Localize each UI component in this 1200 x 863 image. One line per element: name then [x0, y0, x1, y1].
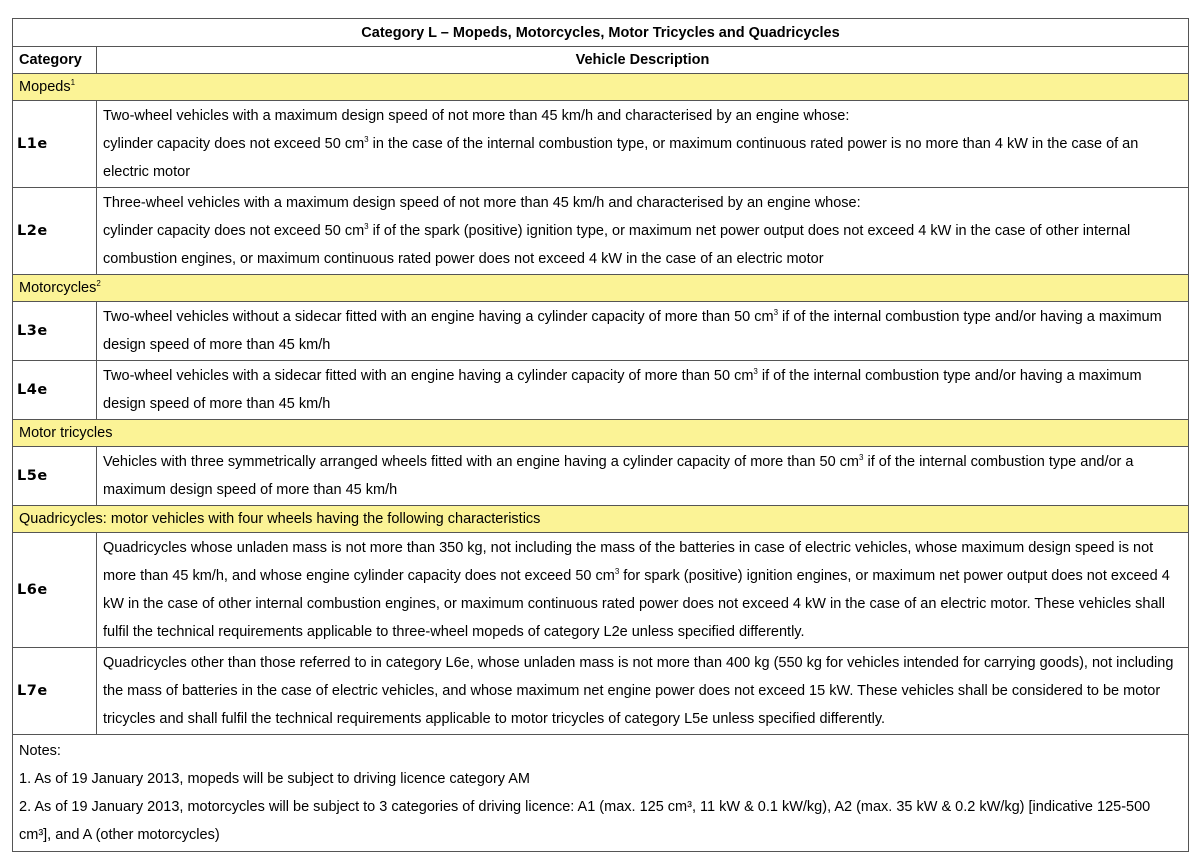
vehicle-description: [97, 188, 1189, 275]
description-line: Two-wheel vehicles with a maximum design speed of not more than 45 km/h and characterised by an engine whose:: [103, 108, 850, 124]
section-row-tricycles: [13, 420, 1189, 447]
category-code: L3e: [13, 302, 97, 361]
section-tricycles: Motor tricycles: [13, 420, 1189, 447]
description-text: if of the internal combustion type and/or having a maximum design speed of more than 45 km/h: [103, 309, 1162, 353]
note-1: 1. As of 19 January 2013, mopeds will be subject to driving licence category AM: [19, 771, 531, 787]
description-text: if of the spark (positive) ignition type, or maximum net power output does not exceed 4 kW in the case of other internal combustion engines, or maximum continuous rated power does not exceed 4 kW in the case of an electric motor: [103, 223, 1131, 267]
section-row-motorcycles: [13, 275, 1189, 302]
vehicle-description: [97, 447, 1189, 506]
category-code: L5e: [13, 447, 97, 506]
section-label: Motorcycles: [19, 280, 97, 296]
table-row-l1e: [13, 101, 1189, 188]
table-row-l6e: [13, 533, 1189, 648]
superscript: 3: [773, 308, 779, 317]
category-code: L6e: [13, 533, 97, 648]
table-row-l7e: [13, 648, 1189, 735]
table-title: Category L – Mopeds, Motorcycles, Motor Tricycles and Quadricycles: [13, 19, 1189, 47]
vehicle-description: [97, 361, 1189, 420]
header-row: [13, 47, 1189, 74]
section-mopeds: [13, 74, 1189, 101]
vehicle-description: [97, 533, 1189, 648]
footnote-marker: 1: [70, 78, 76, 87]
vehicle-description: [97, 101, 1189, 188]
superscript: 3: [614, 567, 620, 576]
category-code: L4e: [13, 361, 97, 420]
description-text: cylinder capacity does not exceed 50 cm: [103, 223, 365, 239]
table-row-l2e: [13, 188, 1189, 275]
category-l-table: [12, 18, 1189, 852]
description-line: [103, 217, 1182, 273]
description-text: Two-wheel vehicles with a sidecar fitted with an engine having a cylinder capacity of more than 50 cm: [103, 368, 754, 384]
category-code: L1e: [13, 101, 97, 188]
notes-heading: Notes:: [19, 743, 61, 759]
description-line: Three-wheel vehicles with a maximum design speed of not more than 45 km/h and characterised by an engine whose:: [103, 195, 861, 211]
superscript: 3: [859, 453, 864, 462]
table-row-l5e: [13, 447, 1189, 506]
description-text: if of the internal combustion type and/or having a maximum design speed of more than 45 km/h: [103, 368, 1142, 412]
category-header: Category: [13, 47, 97, 74]
section-label: Mopeds: [19, 79, 71, 95]
title-row: [13, 19, 1189, 47]
section-row-quadricycles: [13, 506, 1189, 533]
notes: [13, 735, 1189, 852]
description-text: Two-wheel vehicles without a sidecar fitted with an engine having a cylinder capacity of more than 50 cm: [103, 309, 774, 325]
superscript: 3: [364, 222, 369, 231]
section-motorcycles: [13, 275, 1189, 302]
table-row-l3e: [13, 302, 1189, 361]
description-text: Vehicles with three symmetrically arranged wheels fitted with an engine having a cylinder capacity of more than 50 cm: [103, 454, 859, 470]
category-code: L7e: [13, 648, 97, 735]
description-text: Quadricycles whose unladen mass is not more than 350 kg, not including the mass of the batteries in case of electric vehicles, whose maximum design speed is not more than 45 km/h, and whose engine cylinder capacity does not exceed 50 cm: [103, 540, 1154, 584]
vehicle-description: Quadricycles other than those referred to in category L6e, whose unladen mass is not more than 400 kg (550 kg for vehicles intended for carrying goods), not including the mass of batteries in the case of electric vehicles, and whose maximum net engine power does not exceed 15 kW. These vehicles shall be considered to be motor tricycles and shall fulfil the technical requirements applicable to motor tricycles of category L5e unless specified differently.: [97, 648, 1189, 735]
footnote-marker: 2: [96, 279, 101, 288]
notes-row: [13, 735, 1189, 852]
description-text: for spark (positive) ignition engines, or maximum net power output does not exceed 4 kW in the case of other internal combustion engines, or maximum continuous rated power does not exceed 4 kW in the case of an electric motor. These vehicles shall fulfil the technical requirements applicable to three-wheel mopeds of category L2e unless specified differently.: [103, 568, 1170, 640]
vehicle-description: [97, 302, 1189, 361]
table-row-l4e: [13, 361, 1189, 420]
section-quadricycles: Quadricycles: motor vehicles with four wheels having the following characteristics: [13, 506, 1189, 533]
description-text: in the case of the internal combustion type, or maximum continuous rated power is no more than 4 kW in the case of an electric motor: [103, 136, 1139, 180]
note-2: 2. As of 19 January 2013, motorcycles will be subject to 3 categories of driving licence: A1 (max. 125 cm³, 11 kW & 0.1 kW/kg), A2 (max. 35 kW & 0.2 kW/kg) [indicative 125-500 cm³], and A (other motorcycles): [19, 799, 1151, 843]
superscript: 3: [364, 135, 369, 144]
description-text: cylinder capacity does not exceed 50 cm: [103, 136, 365, 152]
description-header: Vehicle Description: [97, 47, 1189, 74]
description-line: [103, 130, 1182, 186]
description-text: if of the internal combustion type and/or a maximum design speed of more than 45 km/h: [103, 454, 1134, 498]
section-row-mopeds: [13, 74, 1189, 101]
superscript: 3: [753, 367, 758, 376]
category-code: L2e: [13, 188, 97, 275]
